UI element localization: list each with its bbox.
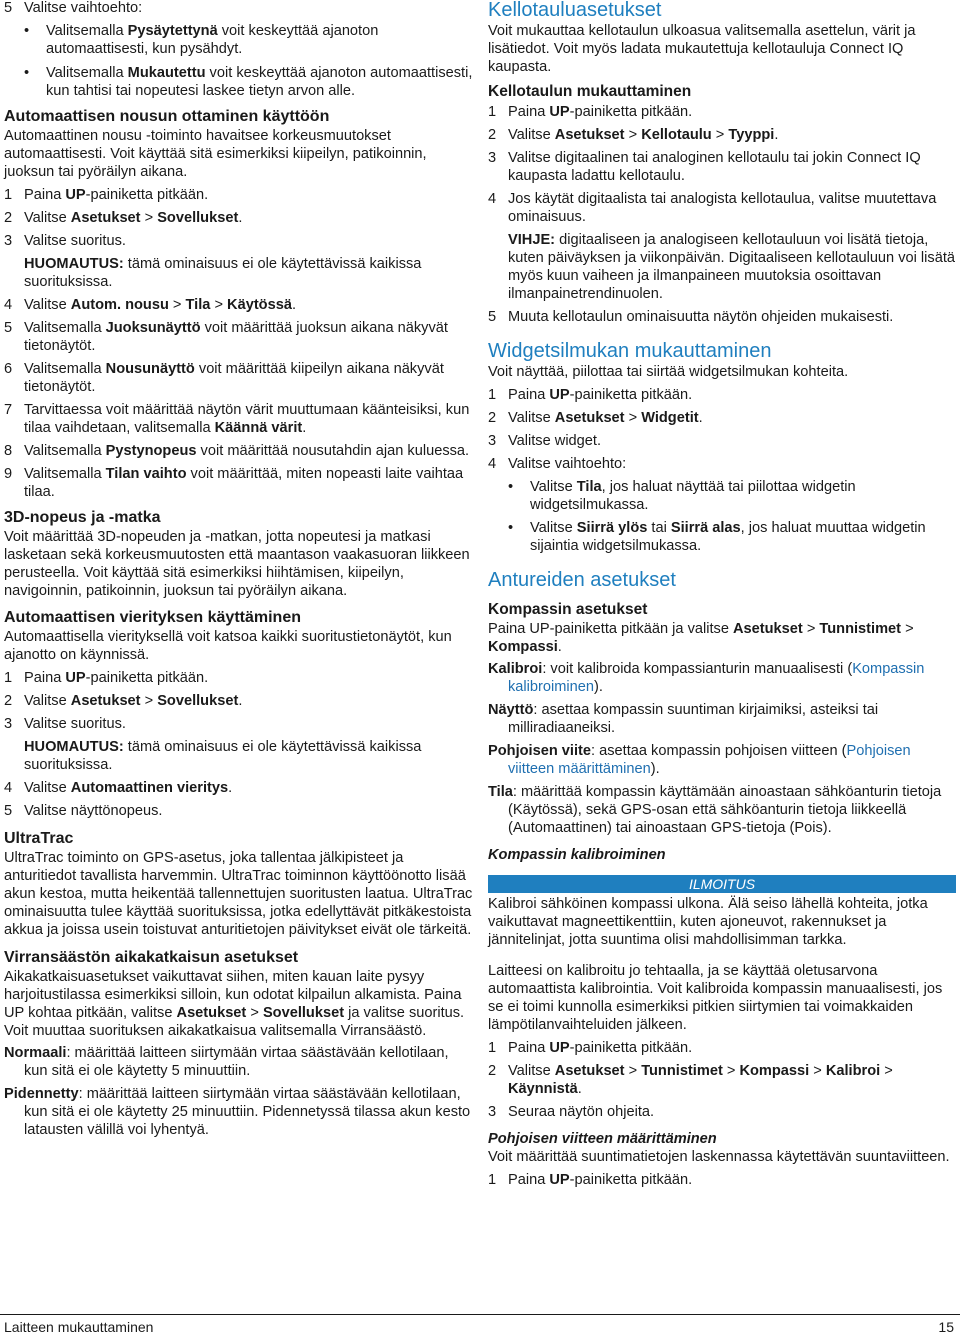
step-item: [4, 802, 474, 820]
section-heading: Kellotauluasetukset: [488, 0, 662, 21]
left-column: [4, 0, 474, 1144]
step-text: Valitse vaihtoehto:: [24, 0, 143, 16]
step-number: 5: [4, 320, 13, 336]
step-number: 1: [488, 104, 497, 120]
tip: VIHJE: digitaaliseen ja analogiseen kellotauluun voi lisätä tietoja, kuten päiväyksen ja viikonpäivän. Digitaaliseen kellotauluun voi lisätä myös kuun vaiheen ja ilmanpaineen muutoksia osoittavan ilmanpainetrendinuolen.: [508, 232, 955, 302]
step-item: [4, 209, 474, 227]
subsection-heading: Kompassin asetukset: [488, 601, 648, 618]
bullet-item: [488, 478, 956, 514]
step-number: 3: [4, 233, 13, 249]
footer-divider: [0, 1314, 960, 1315]
bullet-text: Valitse Tila, jos haluat näyttää tai piilottaa widgetin widgetsilmukassa.: [530, 479, 856, 513]
note: HUOMAUTUS: tämä ominaisuus ei ole käytettävissä kaikissa suorituksissa.: [24, 739, 422, 773]
step-number: 1: [488, 1040, 497, 1056]
step-text: Valitsemalla Nousunäyttö voit määrittää kiipeilyn aikana näkyvät tietonäytöt.: [24, 361, 444, 395]
section-body: Aikakatkaisuasetukset vaikuttavat siihen, miten kauan laite pysyy harjoitustilassa esimerkiksi silloin, kun odotat kilpailun alkamista. Paina UP kohtaa pitkään, valitse Asetukset > Sovellukset ja valitse suoritus. Voit muuttaa suorituksen aikakatkaisua valitsemalla Virransäästö.: [4, 969, 465, 1039]
page-number: 15: [938, 1319, 954, 1334]
step-item: [4, 186, 474, 204]
step-number: 4: [4, 780, 13, 796]
step-number: 1: [4, 670, 13, 686]
step-item: [4, 232, 474, 250]
step-item: [4, 692, 474, 710]
step-number: 4: [4, 297, 13, 313]
section-heading: 3D-nopeus ja -matka: [4, 509, 161, 526]
section-intro: Paina UP-painiketta pitkään ja valitse Asetukset > Tunnistimet > Kompassi.: [488, 621, 914, 655]
step-number: 2: [4, 210, 13, 226]
step-text: Valitse widget.: [508, 433, 602, 449]
step-text: Paina UP-painiketta pitkään.: [508, 1172, 693, 1188]
section-intro: Voit mukauttaa kellotaulun ulkoasua valitsemalla asettelun, värit ja lisätiedot. Voit myös ladata mukautettuja kellotauluja Connect IQ kaupasta.: [488, 23, 916, 75]
step-number: 8: [4, 443, 13, 459]
definition-item: Näyttö: asettaa kompassin suuntiman kirjaimiksi, asteiksi tai milliradiaaneiksi.: [488, 702, 879, 736]
step-text: Valitse Asetukset > Sovellukset.: [24, 693, 243, 709]
bullet-text: Valitse Siirrä ylös tai Siirrä alas, jos haluat muuttaa widgetin sijaintia widgetsilmukassa.: [530, 520, 926, 554]
bullet-item: [4, 64, 474, 100]
section-heading: Antureiden asetukset: [488, 569, 676, 591]
subsection-heading: Kompassin kalibroiminen: [488, 847, 666, 863]
step-item: [4, 319, 474, 355]
notice-text: Kalibroi sähköinen kompassi ulkona. Älä seiso lähellä kohteita, jotka vaikuttavat magneettikenttiin, kuten ajoneuvot, rakennukset ja jännitelinjat, jotta suuntima olisi mahdollisimman tarkka.: [488, 896, 928, 948]
step-number: 3: [488, 150, 497, 166]
section-intro: Automaattisella vierityksellä voit katsoa kaikki suoritustietonäytöt, kun ajanotto on käynnissä.: [4, 629, 452, 663]
step-item: [488, 409, 956, 427]
step-item: [4, 0, 474, 17]
step-item: [4, 779, 474, 797]
section-heading: Automaattisen nousun ottaminen käyttöön: [4, 108, 330, 125]
step-item: [488, 1039, 956, 1057]
step-text: Valitse Autom. nousu > Tila > Käytössä.: [24, 297, 297, 313]
section-intro: Voit näyttää, piilottaa tai siirtää widgetsilmukan kohteita.: [488, 364, 849, 380]
step-item: [4, 401, 474, 437]
step-number: 3: [4, 716, 13, 732]
footer-section-title: Laitteen mukauttaminen: [4, 1319, 154, 1334]
section-heading: Virransäästön aikakatkaisun asetukset: [4, 949, 299, 966]
step-item: [488, 1171, 956, 1189]
step-text: Paina UP-painiketta pitkään.: [24, 187, 209, 203]
link-north-reference[interactable]: Pohjoisen viitteen määrittäminen: [508, 743, 911, 777]
step-text: Valitse digitaalinen tai analoginen kellotaulu tai jokin Connect IQ kaupasta ladattu kellotaulu.: [508, 150, 921, 184]
step-text: Paina UP-painiketta pitkään.: [508, 104, 693, 120]
step-item: [4, 669, 474, 687]
step-text: Paina UP-painiketta pitkään.: [508, 1040, 693, 1056]
notice-banner: ILMOITUS: [488, 875, 956, 893]
step-number: 2: [488, 1063, 497, 1079]
step-text: Paina UP-painiketta pitkään.: [24, 670, 209, 686]
definition-item: Pohjoisen viite: asettaa kompassin pohjoisen viitteen (Pohjoisen viitteen määrittäminen).: [488, 743, 911, 777]
step-text: Jos käytät digitaalista tai analogista kellotaulua, valitse muutettava ominaisuus.: [508, 191, 937, 225]
step-text: Valitse vaihtoehto:: [508, 456, 627, 472]
step-text: Valitsemalla Tilan vaihto voit määrittää, miten nopeasti laite vaihtaa tilaa.: [24, 466, 464, 500]
note: HUOMAUTUS: tämä ominaisuus ei ole käytettävissä kaikissa suorituksissa.: [24, 256, 422, 290]
step-text: Valitse Automaattinen vieritys.: [24, 780, 233, 796]
step-item: [488, 432, 956, 450]
bullet-item: [488, 519, 956, 555]
step-text: Valitse Asetukset > Tunnistimet > Kompassi > Kalibroi > Käynnistä.: [508, 1063, 893, 1097]
subsection-heading: Pohjoisen viitteen määrittäminen: [488, 1131, 717, 1147]
step-item: [4, 715, 474, 733]
definition-item: Kalibroi: voit kalibroida kompassianturin manuaalisesti (Kompassin kalibroiminen).: [488, 661, 925, 695]
step-number: 1: [4, 187, 13, 203]
bullet-dot: •: [24, 23, 30, 39]
step-item: [488, 386, 956, 404]
step-item: [488, 190, 956, 226]
step-number: 5: [4, 0, 13, 16]
step-number: 2: [488, 410, 497, 426]
bullet-text: Valitsemalla Mukautettu voit keskeyttää ajanoton automaattisesti, kun tahtisi tai nopeutesi laskee tietyn arvon alle.: [46, 65, 473, 99]
right-column: [488, 0, 956, 1194]
step-number: 5: [488, 309, 497, 325]
section-intro: Automaattinen nousu -toiminto havaitsee korkeusmuutokset automaattisesti. Voit käyttää sitä esimerkiksi kiipeilyn, patikoinnin, juoksun tai pyöräilyn aikana.: [4, 128, 427, 180]
step-number: 3: [488, 433, 497, 449]
step-item: [488, 149, 956, 185]
step-item: [4, 442, 474, 460]
bullet-dot: •: [508, 520, 514, 536]
step-text: Valitse näyttönopeus.: [24, 803, 163, 819]
section-body: Voit määrittää suuntimatietojen laskennassa käytettävän suuntaviitteen.: [488, 1149, 950, 1165]
section-body: Voit määrittää 3D-nopeuden ja -matkan, jotta nopeutesi ja matkasi lasketaan sekä korkeusmuutosten että maantason vaakasuoran liikkeen perusteella. Voit käyttää sitä esimerkiksi hiihtämisen, kiipeilyn, navigoinnin, patikoinnin, juoksun tai pyöräilyn aikana.: [4, 529, 470, 599]
subsection-heading: Kellotaulun mukauttaminen: [488, 83, 692, 100]
step-item: [488, 308, 956, 326]
step-number: 2: [4, 693, 13, 709]
step-text: Tarvittaessa voit määrittää näytön värit muuttumaan käänteisiksi, kun tilaa vaihdetaan, valitsemalla Käännä värit.: [24, 402, 470, 436]
step-text: Valitse suoritus.: [24, 716, 126, 732]
bullet-item: [4, 22, 474, 58]
step-text: Valitsemalla Pystynopeus voit määrittää nousutahdin ajan kuluessa.: [24, 443, 470, 459]
step-item: [488, 126, 956, 144]
step-item: [488, 1062, 956, 1098]
step-number: 1: [488, 1172, 497, 1188]
step-number: 4: [488, 191, 497, 207]
step-item: [4, 360, 474, 396]
definition-item: Pidennetty: määrittää laitteen siirtymään virtaa säästävään kellotilaan, kun sitä ei ole käytetty 25 minuuttiin. Pidennetyssä tilassa akun kesto latausten välillä voi lyhentyä.: [4, 1086, 471, 1138]
step-number: 7: [4, 402, 13, 418]
section-heading: UltraTrac: [4, 830, 74, 847]
step-text: Valitse Asetukset > Widgetit.: [508, 410, 703, 426]
step-text: Valitse Asetukset > Kellotaulu > Tyyppi.: [508, 127, 779, 143]
step-text: Muuta kellotaulun ominaisuutta näytön ohjeiden mukaisesti.: [508, 309, 894, 325]
bullet-dot: •: [508, 479, 514, 495]
definition-item: Normaali: määrittää laitteen siirtymään virtaa säästävään kellotilaan, kun sitä ei ole käytetty 5 minuuttiin.: [4, 1045, 449, 1079]
definition-item: Tila: määrittää kompassin käyttämään ainoastaan sähköanturin tietoja (Käytössä), sekä GPS-osan että sähköanturin tietoja liikkeellä (Automaattinen) tai ainoastaan GPS-tietoja (Pois).: [488, 784, 942, 836]
bullet-text: Valitsemalla Pysäytettynä voit keskeyttää ajanoton automaattisesti, kun pysähdyt.: [46, 23, 379, 57]
step-number: 1: [488, 387, 497, 403]
step-text: Valitse suoritus.: [24, 233, 126, 249]
bullet-dot: •: [24, 65, 30, 81]
step-text: Valitse Asetukset > Sovellukset.: [24, 210, 243, 226]
section-body: UltraTrac toiminto on GPS-asetus, joka tallentaa jälkipisteet ja anturitiedot tavallista harvemmin. UltraTrac toiminnon käyttöönotto lisää akun kestoa, mutta heikentää tallennettujen suoritusten laatua. UltraTrac ominaisuutta tulee käyttää suorituksissa, jotka edellyttävät pitkäkestoista akkua ja joissa usein toistuvat anturitietojen päivitykset eivät ole tärkeitä.: [4, 850, 473, 938]
step-item: [4, 296, 474, 314]
step-text: Paina UP-painiketta pitkään.: [508, 387, 693, 403]
step-number: 4: [488, 456, 497, 472]
link-compass-calibration[interactable]: Kompassin kalibroiminen: [508, 661, 925, 695]
step-number: 2: [488, 127, 497, 143]
step-text: Valitsemalla Juoksunäyttö voit määrittää juoksun aikana näkyvät tietonäytöt.: [24, 320, 448, 354]
section-heading: Automaattisen vierityksen käyttäminen: [4, 609, 301, 626]
step-number: 9: [4, 466, 13, 482]
step-item: [4, 465, 474, 501]
step-text: Seuraa näytön ohjeita.: [508, 1104, 655, 1120]
step-item: [488, 1103, 956, 1121]
step-number: 3: [488, 1104, 497, 1120]
section-heading: Widgetsilmukan mukauttaminen: [488, 340, 772, 362]
section-body: Laitteesi on kalibroitu jo tehtaalla, ja se käyttää oletusarvona automaattista kalibrointia. Voit kalibroida kompassin manuaalisesti, jos se ei toimi kunnolla esimerkiksi pitkien siirtymien tai voimakkaiden lämpötilanvaihteluiden jälkeen.: [488, 963, 943, 1033]
step-item: [488, 103, 956, 121]
step-number: 5: [4, 803, 13, 819]
step-number: 6: [4, 361, 13, 377]
step-item: [488, 455, 956, 473]
